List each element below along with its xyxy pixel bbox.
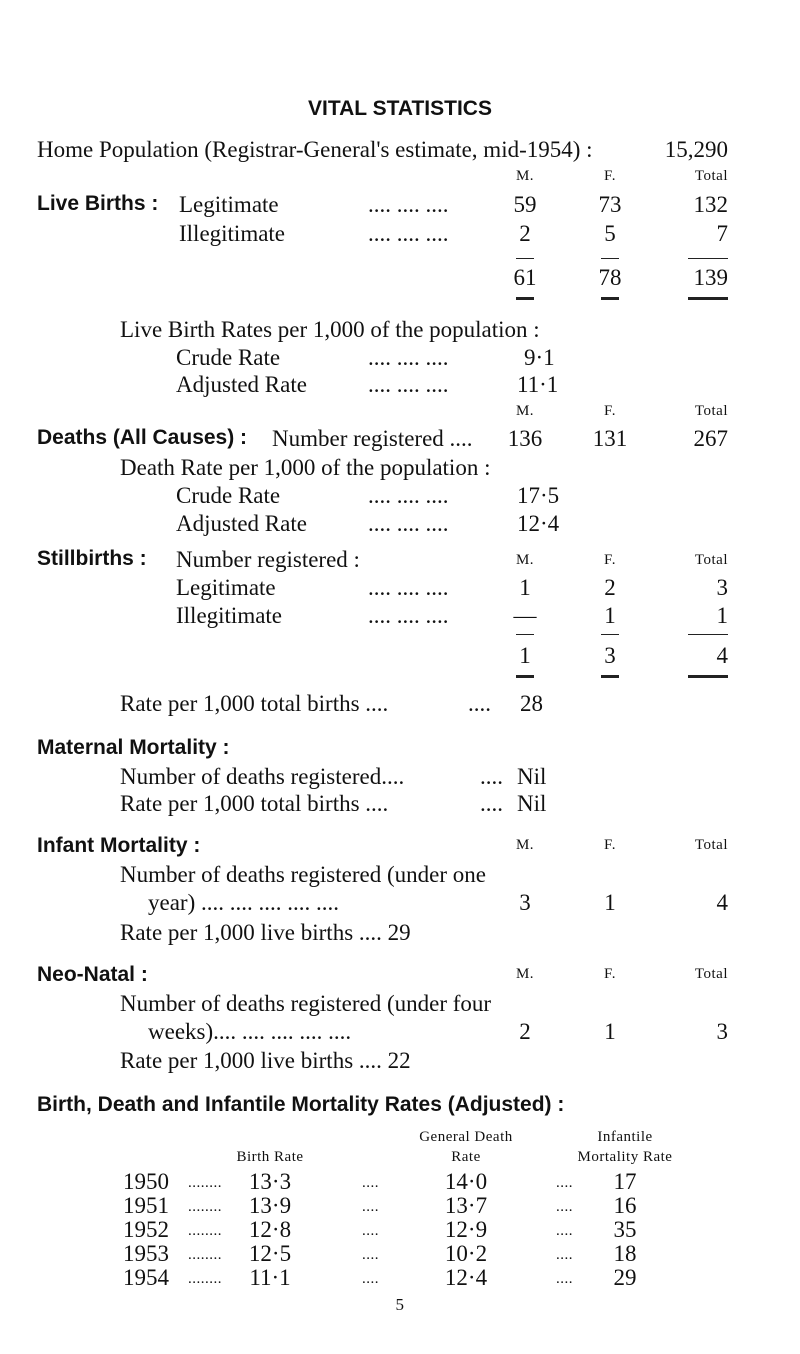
dots: ....	[362, 1247, 379, 1263]
live-births-illegit-total: 7	[716, 221, 728, 246]
live-birth-adjusted-value: 11·1	[517, 372, 559, 397]
page-title: VITAL STATISTICS	[308, 97, 492, 120]
infant-rate-label: Rate per 1,000 live births .... 29	[120, 920, 411, 945]
dots: .... .... ....	[368, 345, 449, 370]
col-header-general-death: General Death	[419, 1129, 513, 1145]
page-number: 5	[395, 1295, 405, 1314]
infant-total: 4	[716, 890, 728, 915]
deaths-m: 136	[507, 426, 543, 451]
col-header-total: Total	[694, 168, 728, 184]
maternal-rate-label: Rate per 1,000 total births ....	[120, 791, 389, 816]
birth-rate-cell: 11·1	[249, 1265, 291, 1290]
deaths-label: Deaths (All Causes) :	[37, 426, 248, 449]
death-rate-cell: 12·4	[444, 1265, 488, 1290]
live-births-legit-m: 59	[513, 192, 537, 217]
live-birth-rates-heading: Live Birth Rates per 1,000 of the population :	[120, 317, 540, 342]
neonatal-f: 1	[604, 1019, 616, 1044]
col-header-m: M.	[515, 403, 535, 419]
stillbirths-illegit-label: Illegitimate	[176, 603, 283, 628]
col-header-m: M.	[515, 966, 535, 982]
live-births-illegit-label: Illegitimate	[179, 221, 286, 246]
live-births-illegit-f: 5	[604, 221, 616, 246]
year-cell: 1952	[123, 1217, 169, 1242]
birth-rate-cell: 12·8	[248, 1217, 292, 1242]
live-births-total-f: 78	[598, 265, 622, 290]
deaths-total: 267	[693, 426, 728, 451]
dots: ....	[556, 1175, 573, 1191]
col-header-f: F.	[604, 552, 616, 568]
birth-rate-cell: 12·5	[248, 1241, 292, 1266]
population-value: 15,290	[664, 137, 728, 162]
col-header-m: M.	[515, 552, 535, 568]
stillbirths-legit-m: 1	[519, 575, 531, 600]
neonatal-label: Neo-Natal :	[37, 963, 148, 986]
infant-rate-cell: 29	[613, 1265, 637, 1290]
infant-rate-cell: 16	[613, 1193, 637, 1218]
stillbirths-rate-value: 28	[520, 691, 543, 716]
col-header-total: Total	[694, 966, 728, 982]
col-header-m: M.	[515, 837, 535, 853]
deaths-f: 131	[592, 426, 628, 451]
stillbirths-rate-label: Rate per 1,000 total births ....	[120, 691, 389, 716]
dots: ....	[362, 1223, 379, 1239]
year-cell: 1950	[123, 1169, 169, 1194]
death-rate-cell: 12·9	[444, 1217, 488, 1242]
col-header-f: F.	[604, 168, 616, 184]
dots: .... .... ....	[368, 192, 449, 217]
stillbirths-illegit-f: 1	[604, 603, 616, 628]
infant-deaths-label: Number of deaths registered (under one	[120, 862, 486, 887]
dots: ....	[480, 791, 503, 816]
stillbirths-legit-f: 2	[604, 575, 616, 600]
divider	[516, 258, 534, 259]
maternal-rate-value: Nil	[517, 791, 547, 816]
stillbirths-legit-total: 3	[716, 575, 728, 600]
birth-rate-cell: 13·3	[248, 1169, 292, 1194]
col-header-f: F.	[604, 837, 616, 853]
infant-m: 3	[519, 890, 531, 915]
dots: ....	[480, 764, 503, 789]
dots: ....	[556, 1223, 573, 1239]
col-header-birth-rate: Birth Rate	[236, 1149, 304, 1165]
col-header-m: M.	[515, 168, 535, 184]
dots: .... .... ....	[368, 603, 449, 628]
dots: ....	[468, 691, 491, 716]
death-rate-cell: 13·7	[444, 1193, 488, 1218]
dots: ........	[188, 1199, 222, 1215]
stillbirths-label: Stillbirths :	[37, 547, 147, 570]
divider	[688, 258, 728, 259]
dots: ....	[362, 1271, 379, 1287]
dots: .... .... ....	[368, 221, 449, 246]
year-cell: 1953	[123, 1241, 169, 1266]
maternal-mortality-label: Maternal Mortality :	[37, 736, 230, 759]
double-underline	[688, 297, 728, 300]
death-adjusted-label: Adjusted Rate	[176, 511, 307, 536]
adjusted-rates-heading: Birth, Death and Infantile Mortality Rates (Adjusted) :	[37, 1093, 565, 1116]
dots: ....	[362, 1175, 379, 1191]
stillbirths-illegit-total: 1	[716, 603, 728, 628]
col-header-f: F.	[604, 966, 616, 982]
infant-rate-cell: 18	[613, 1241, 637, 1266]
col-header-death-rate: Rate	[451, 1149, 481, 1165]
stillbirths-illegit-m: —	[513, 603, 537, 628]
neonatal-deaths-label-cont: weeks).... .... .... .... ....	[148, 1019, 352, 1044]
live-births-legit-label: Legitimate	[179, 192, 279, 217]
neonatal-m: 2	[519, 1019, 531, 1044]
infant-deaths-label-cont: year) .... .... .... .... ....	[148, 890, 339, 915]
dots: ........	[188, 1271, 222, 1287]
dots: ....	[556, 1247, 573, 1263]
stillbirths-total-m: 1	[519, 643, 531, 668]
col-header-f: F.	[604, 403, 616, 419]
double-underline	[516, 675, 534, 678]
birth-rate-cell: 13·9	[248, 1193, 292, 1218]
dots: .... .... ....	[368, 483, 449, 508]
live-births-legit-total: 132	[693, 192, 728, 217]
year-cell: 1951	[123, 1193, 169, 1218]
neonatal-deaths-label: Number of deaths registered (under four	[120, 991, 492, 1016]
dots: ....	[556, 1271, 573, 1287]
col-header-total: Total	[694, 837, 728, 853]
double-underline	[688, 675, 728, 678]
live-birth-crude-value: 9·1	[524, 345, 555, 370]
deaths-number-label: Number registered ....	[272, 426, 473, 451]
stillbirths-legit-label: Legitimate	[176, 575, 276, 600]
maternal-deaths-label: Number of deaths registered....	[120, 764, 405, 789]
maternal-deaths-value: Nil	[517, 764, 547, 789]
dots: ........	[188, 1175, 222, 1191]
live-births-legit-f: 73	[598, 192, 622, 217]
death-rate-cell: 10·2	[444, 1241, 488, 1266]
dots: ....	[362, 1199, 379, 1215]
col-header-infantile: Infantile	[597, 1129, 653, 1145]
live-births-label: Live Births :	[37, 192, 159, 215]
infant-rate-cell: 35	[613, 1217, 637, 1242]
divider	[516, 634, 534, 635]
death-crude-label: Crude Rate	[176, 483, 281, 508]
col-header-total: Total	[694, 552, 728, 568]
death-crude-value: 17·5	[517, 483, 560, 508]
divider	[601, 634, 619, 635]
death-adjusted-value: 12·4	[517, 511, 560, 536]
live-births-illegit-m: 2	[519, 221, 531, 246]
stillbirths-total-f: 3	[604, 643, 616, 668]
live-birth-crude-label: Crude Rate	[176, 345, 281, 370]
dots: .... .... ....	[368, 575, 449, 600]
death-rate-heading: Death Rate per 1,000 of the population :	[120, 455, 491, 480]
divider	[688, 634, 728, 635]
live-birth-adjusted-label: Adjusted Rate	[176, 372, 307, 397]
dots: .... .... ....	[368, 372, 449, 397]
live-births-total-total: 139	[693, 265, 728, 290]
divider	[601, 258, 619, 259]
infant-rate-cell: 17	[613, 1169, 637, 1194]
col-header-total: Total	[694, 403, 728, 419]
dots: .... .... ....	[368, 511, 449, 536]
neonatal-total: 3	[716, 1019, 728, 1044]
col-header-infant-rate: Mortality Rate	[577, 1149, 673, 1165]
neonatal-rate-label: Rate per 1,000 live births .... 22	[120, 1048, 411, 1073]
death-rate-cell: 14·0	[444, 1169, 488, 1194]
infant-mortality-label: Infant Mortality :	[37, 834, 201, 857]
dots: ........	[188, 1223, 222, 1239]
dots: ....	[556, 1199, 573, 1215]
stillbirths-total-total: 4	[716, 643, 728, 668]
year-cell: 1954	[123, 1265, 169, 1290]
live-births-total-m: 61	[513, 265, 537, 290]
double-underline	[601, 675, 619, 678]
stillbirths-number-label: Number registered :	[176, 547, 360, 572]
dots: ........	[188, 1247, 222, 1263]
double-underline	[601, 297, 619, 300]
double-underline	[516, 297, 534, 300]
population-label: Home Population (Registrar-General's estimate, mid-1954) :	[37, 137, 593, 162]
infant-f: 1	[604, 890, 616, 915]
